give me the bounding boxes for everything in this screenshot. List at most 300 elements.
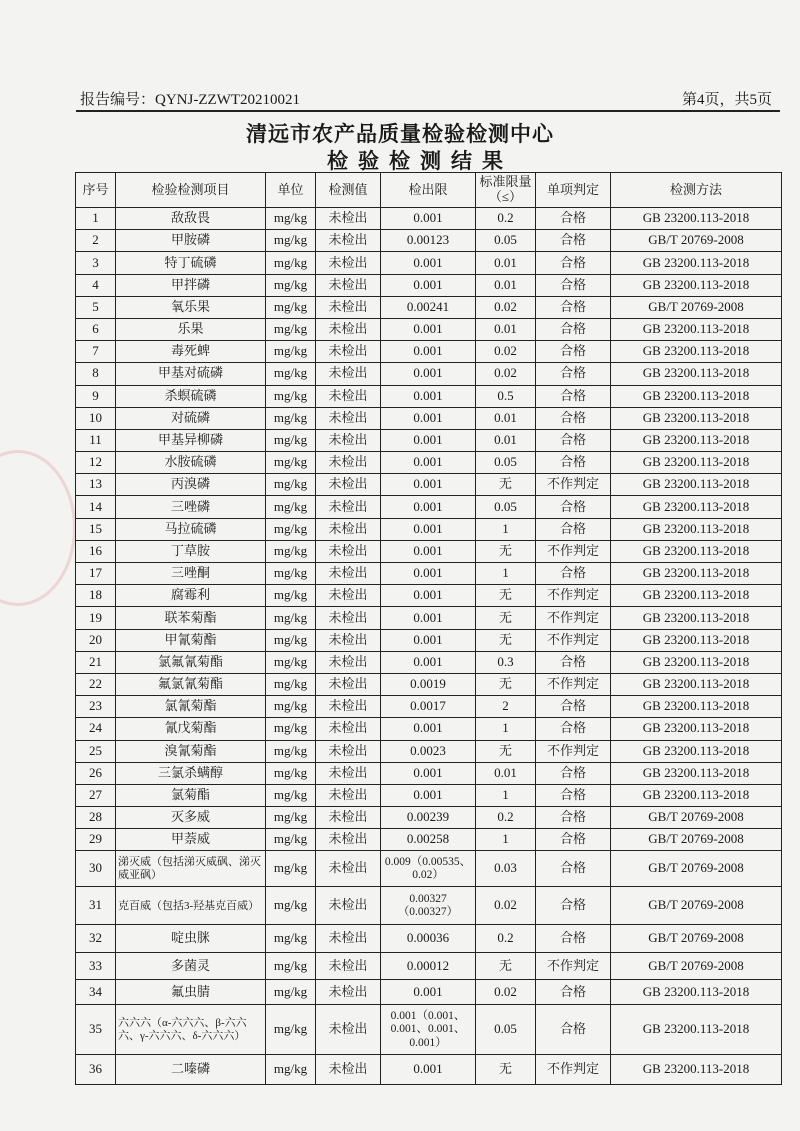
table-row: [76, 762, 782, 784]
judgement: 合格: [536, 452, 611, 474]
test-item: 丁草胺: [116, 540, 266, 562]
detection-limit: 0.001: [381, 540, 476, 562]
test-value: 未检出: [316, 296, 381, 318]
unit: mg/kg: [266, 718, 316, 740]
standard-limit: 0.01: [476, 762, 536, 784]
test-item: 克百威（包括3-羟基克百威）: [116, 887, 266, 925]
row-index: 9: [76, 385, 116, 407]
test-method: GB 23200.113-2018: [611, 980, 782, 1005]
table-header-row: [76, 173, 782, 208]
standard-limit: 0.02: [476, 363, 536, 385]
test-value: 未检出: [316, 784, 381, 806]
test-value: 未检出: [316, 696, 381, 718]
document-title: 检验检测结果: [327, 149, 513, 173]
table-row: [76, 807, 782, 829]
unit: mg/kg: [266, 1005, 316, 1055]
test-method: GB 23200.113-2018: [611, 718, 782, 740]
test-value: 未检出: [316, 452, 381, 474]
test-value: 未检出: [316, 718, 381, 740]
test-item: 氯氟氰菊酯: [116, 651, 266, 673]
test-method: GB 23200.113-2018: [611, 629, 782, 651]
test-item: 灭多威: [116, 807, 266, 829]
row-index: 35: [76, 1005, 116, 1055]
unit: mg/kg: [266, 980, 316, 1005]
table-row: [76, 1055, 782, 1085]
table-row: [76, 696, 782, 718]
standard-limit: 0.2: [476, 807, 536, 829]
standard-limit: 0.3: [476, 651, 536, 673]
table-row: [76, 452, 782, 474]
row-index: 2: [76, 230, 116, 252]
row-index: 13: [76, 474, 116, 496]
test-item: 氧乐果: [116, 296, 266, 318]
row-index: 25: [76, 740, 116, 762]
detection-limit: 0.001（0.001、0.001、0.001、0.001）: [381, 1005, 476, 1055]
detection-limit: 0.001: [381, 980, 476, 1005]
unit: mg/kg: [266, 585, 316, 607]
unit: mg/kg: [266, 784, 316, 806]
detection-limit: 0.001: [381, 563, 476, 585]
unit: mg/kg: [266, 274, 316, 296]
standard-limit: 0.01: [476, 274, 536, 296]
unit: mg/kg: [266, 607, 316, 629]
unit: mg/kg: [266, 407, 316, 429]
standard-limit: 无: [476, 540, 536, 562]
test-method: GB 23200.113-2018: [611, 607, 782, 629]
table-row: [76, 296, 782, 318]
row-index: 23: [76, 696, 116, 718]
table-row: [76, 925, 782, 953]
unit: mg/kg: [266, 341, 316, 363]
standard-limit: 0.02: [476, 980, 536, 1005]
standard-limit: 无: [476, 474, 536, 496]
test-value: 未检出: [316, 363, 381, 385]
row-index: 3: [76, 252, 116, 274]
row-index: 31: [76, 887, 116, 925]
test-item: 氯氰菊酯: [116, 696, 266, 718]
row-index: 27: [76, 784, 116, 806]
test-value: 未检出: [316, 980, 381, 1005]
test-item: 甲拌磷: [116, 274, 266, 296]
test-method: GB/T 20769-2008: [611, 925, 782, 953]
test-method: GB 23200.113-2018: [611, 673, 782, 695]
test-item: 对硫磷: [116, 407, 266, 429]
standard-limit: 0.01: [476, 407, 536, 429]
table-row: [76, 563, 782, 585]
standard-limit: 0.05: [476, 496, 536, 518]
test-item: 氰戊菊酯: [116, 718, 266, 740]
test-method: GB 23200.113-2018: [611, 585, 782, 607]
standard-limit: 0.2: [476, 925, 536, 953]
row-index: 18: [76, 585, 116, 607]
test-item: 丙溴磷: [116, 474, 266, 496]
detection-limit: 0.001: [381, 318, 476, 340]
row-index: 6: [76, 318, 116, 340]
unit: mg/kg: [266, 887, 316, 925]
test-item: 甲萘威: [116, 829, 266, 851]
test-method: GB/T 20769-2008: [611, 296, 782, 318]
test-method: GB/T 20769-2008: [611, 851, 782, 887]
test-value: 未检出: [316, 585, 381, 607]
standard-limit: 无: [476, 629, 536, 651]
table-row: [76, 607, 782, 629]
col-header-index: 序号: [76, 173, 116, 208]
test-value: 未检出: [316, 518, 381, 540]
judgement: 合格: [536, 980, 611, 1005]
row-index: 29: [76, 829, 116, 851]
unit: mg/kg: [266, 563, 316, 585]
judgement: 不作判定: [536, 629, 611, 651]
table-row: [76, 341, 782, 363]
test-value: 未检出: [316, 429, 381, 451]
test-method: GB/T 20769-2008: [611, 807, 782, 829]
row-index: 26: [76, 762, 116, 784]
detection-limit: 0.001: [381, 629, 476, 651]
detection-limit: 0.001: [381, 341, 476, 363]
test-item: 马拉硫磷: [116, 518, 266, 540]
unit: mg/kg: [266, 762, 316, 784]
standard-limit: 0.2: [476, 208, 536, 230]
test-item: 啶虫脒: [116, 925, 266, 953]
test-method: GB 23200.113-2018: [611, 208, 782, 230]
row-index: 10: [76, 407, 116, 429]
test-item: 甲基异柳磷: [116, 429, 266, 451]
standard-limit: 无: [476, 953, 536, 980]
test-item: 水胺硫磷: [116, 452, 266, 474]
test-method: GB 23200.113-2018: [611, 407, 782, 429]
unit: mg/kg: [266, 252, 316, 274]
detection-limit: 0.001: [381, 474, 476, 496]
test-method: GB/T 20769-2008: [611, 829, 782, 851]
unit: mg/kg: [266, 925, 316, 953]
unit: mg/kg: [266, 1055, 316, 1085]
test-value: 未检出: [316, 925, 381, 953]
detection-limit: 0.0023: [381, 740, 476, 762]
detection-limit: 0.001: [381, 208, 476, 230]
detection-limit: 0.0019: [381, 673, 476, 695]
judgement: 合格: [536, 762, 611, 784]
detection-limit: 0.001: [381, 385, 476, 407]
report-number: 报告编号：QYNJ-ZZWT20210021: [80, 92, 300, 108]
table-row: [76, 851, 782, 887]
standard-limit: 1: [476, 718, 536, 740]
test-value: 未检出: [316, 385, 381, 407]
test-method: GB 23200.113-2018: [611, 518, 782, 540]
table-row: [76, 252, 782, 274]
test-value: 未检出: [316, 496, 381, 518]
row-index: 11: [76, 429, 116, 451]
judgement: 不作判定: [536, 474, 611, 496]
standard-limit: 2: [476, 696, 536, 718]
standard-limit: 1: [476, 784, 536, 806]
judgement: 合格: [536, 807, 611, 829]
judgement: 合格: [536, 407, 611, 429]
test-value: 未检出: [316, 208, 381, 230]
test-item: 杀螟硫磷: [116, 385, 266, 407]
unit: mg/kg: [266, 474, 316, 496]
judgement: 合格: [536, 887, 611, 925]
col-header-judgement: 单项判定: [536, 173, 611, 208]
test-method: GB 23200.113-2018: [611, 1005, 782, 1055]
table-row: [76, 784, 782, 806]
test-value: 未检出: [316, 740, 381, 762]
unit: mg/kg: [266, 953, 316, 980]
standard-limit: 0.02: [476, 296, 536, 318]
standard-limit: 0.01: [476, 429, 536, 451]
judgement: 合格: [536, 784, 611, 806]
standard-limit: 0.05: [476, 230, 536, 252]
row-index: 15: [76, 518, 116, 540]
standard-limit: 无: [476, 585, 536, 607]
table-row: [76, 407, 782, 429]
unit: mg/kg: [266, 385, 316, 407]
standard-limit: 0.01: [476, 252, 536, 274]
test-item: 乐果: [116, 318, 266, 340]
detection-limit: 0.001: [381, 1055, 476, 1085]
table-row: [76, 274, 782, 296]
test-item: 氟虫腈: [116, 980, 266, 1005]
test-item: 甲氰菊酯: [116, 629, 266, 651]
test-item: 三唑酮: [116, 563, 266, 585]
test-value: 未检出: [316, 887, 381, 925]
row-index: 7: [76, 341, 116, 363]
test-item: 涕灭威（包括涕灭威砜、涕灭威亚砜）: [116, 851, 266, 887]
test-item: 氟氯氰菊酯: [116, 673, 266, 695]
red-seal-stamp: [0, 450, 76, 606]
test-value: 未检出: [316, 252, 381, 274]
judgement: 不作判定: [536, 953, 611, 980]
judgement: 不作判定: [536, 540, 611, 562]
test-item: 氯菊酯: [116, 784, 266, 806]
detection-limit: 0.00012: [381, 953, 476, 980]
table-row: [76, 318, 782, 340]
test-value: 未检出: [316, 829, 381, 851]
standard-limit: 1: [476, 518, 536, 540]
row-index: 20: [76, 629, 116, 651]
judgement: 不作判定: [536, 1055, 611, 1085]
detection-limit: 0.001: [381, 607, 476, 629]
standard-limit: 0.01: [476, 318, 536, 340]
test-item: 甲基对硫磷: [116, 363, 266, 385]
standard-limit: 0.05: [476, 1005, 536, 1055]
detection-limit: 0.001: [381, 252, 476, 274]
table-row: [76, 518, 782, 540]
row-index: 16: [76, 540, 116, 562]
table-row: [76, 429, 782, 451]
judgement: 不作判定: [536, 585, 611, 607]
unit: mg/kg: [266, 318, 316, 340]
judgement: 不作判定: [536, 740, 611, 762]
standard-limit: 0.02: [476, 887, 536, 925]
judgement: 不作判定: [536, 673, 611, 695]
unit: mg/kg: [266, 851, 316, 887]
detection-limit: 0.00327（0.00327）: [381, 887, 476, 925]
standard-limit: 1: [476, 563, 536, 585]
table-row: [76, 385, 782, 407]
test-method: GB 23200.113-2018: [611, 252, 782, 274]
test-method: GB 23200.113-2018: [611, 696, 782, 718]
test-value: 未检出: [316, 807, 381, 829]
row-index: 14: [76, 496, 116, 518]
row-index: 32: [76, 925, 116, 953]
standard-limit: 1: [476, 829, 536, 851]
test-value: 未检出: [316, 953, 381, 980]
standard-limit: 无: [476, 673, 536, 695]
header-divider: [76, 110, 780, 112]
judgement: 合格: [536, 385, 611, 407]
test-value: 未检出: [316, 341, 381, 363]
test-item: 六六六（α-六六六、β-六六六、γ-六六六、δ-六六六）: [116, 1005, 266, 1055]
test-method: GB 23200.113-2018: [611, 385, 782, 407]
test-method: GB 23200.113-2018: [611, 452, 782, 474]
detection-limit: 0.00239: [381, 807, 476, 829]
table-row: [76, 629, 782, 651]
test-method: GB 23200.113-2018: [611, 318, 782, 340]
results-table: [75, 172, 782, 1085]
judgement: 合格: [536, 696, 611, 718]
col-header-standard-limit: 标准限量（≤）: [476, 173, 536, 208]
test-method: GB 23200.113-2018: [611, 363, 782, 385]
detection-limit: 0.00258: [381, 829, 476, 851]
detection-limit: 0.001: [381, 274, 476, 296]
detection-limit: 0.001: [381, 363, 476, 385]
test-method: GB 23200.113-2018: [611, 1055, 782, 1085]
unit: mg/kg: [266, 651, 316, 673]
row-index: 8: [76, 363, 116, 385]
judgement: 不作判定: [536, 607, 611, 629]
test-method: GB 23200.113-2018: [611, 429, 782, 451]
organization-title: 清远市农产品质量检验检测中心: [246, 122, 554, 146]
table-row: [76, 673, 782, 695]
table-row: [76, 540, 782, 562]
judgement: 合格: [536, 296, 611, 318]
row-index: 1: [76, 208, 116, 230]
standard-limit: 0.03: [476, 851, 536, 887]
judgement: 合格: [536, 518, 611, 540]
test-value: 未检出: [316, 274, 381, 296]
test-item: 三唑磷: [116, 496, 266, 518]
test-item: 腐霉利: [116, 585, 266, 607]
judgement: 合格: [536, 718, 611, 740]
test-method: GB 23200.113-2018: [611, 341, 782, 363]
row-index: 21: [76, 651, 116, 673]
test-item: 毒死蜱: [116, 341, 266, 363]
test-value: 未检出: [316, 607, 381, 629]
detection-limit: 0.00036: [381, 925, 476, 953]
table-row: [76, 496, 782, 518]
table-row: [76, 585, 782, 607]
test-value: 未检出: [316, 1055, 381, 1085]
test-method: GB 23200.113-2018: [611, 762, 782, 784]
test-method: GB/T 20769-2008: [611, 953, 782, 980]
test-value: 未检出: [316, 474, 381, 496]
standard-limit: 0.02: [476, 341, 536, 363]
col-header-method: 检测方法: [611, 173, 782, 208]
test-value: 未检出: [316, 540, 381, 562]
detection-limit: 0.001: [381, 496, 476, 518]
judgement: 合格: [536, 925, 611, 953]
judgement: 合格: [536, 563, 611, 585]
test-item: 联苯菊酯: [116, 607, 266, 629]
unit: mg/kg: [266, 540, 316, 562]
col-header-detection-limit: 检出限: [381, 173, 476, 208]
standard-limit: 0.5: [476, 385, 536, 407]
judgement: 合格: [536, 496, 611, 518]
test-method: GB 23200.113-2018: [611, 740, 782, 762]
unit: mg/kg: [266, 740, 316, 762]
judgement: 合格: [536, 363, 611, 385]
page-info: 第4页，共5页: [681, 92, 772, 108]
judgement: 合格: [536, 208, 611, 230]
test-method: GB 23200.113-2018: [611, 474, 782, 496]
test-item: 溴氰菊酯: [116, 740, 266, 762]
test-method: GB/T 20769-2008: [611, 230, 782, 252]
table-row: [76, 651, 782, 673]
judgement: 合格: [536, 429, 611, 451]
judgement: 合格: [536, 1005, 611, 1055]
col-header-item: 检验检测项目: [116, 173, 266, 208]
test-value: 未检出: [316, 563, 381, 585]
unit: mg/kg: [266, 829, 316, 851]
detection-limit: 0.001: [381, 452, 476, 474]
row-index: 36: [76, 1055, 116, 1085]
detection-limit: 0.00241: [381, 296, 476, 318]
col-header-unit: 单位: [266, 173, 316, 208]
test-item: 多菌灵: [116, 953, 266, 980]
unit: mg/kg: [266, 629, 316, 651]
table-row: [76, 718, 782, 740]
judgement: 合格: [536, 341, 611, 363]
test-item: 敌敌畏: [116, 208, 266, 230]
table-row: [76, 363, 782, 385]
table-row: [76, 208, 782, 230]
test-value: 未检出: [316, 1005, 381, 1055]
test-value: 未检出: [316, 230, 381, 252]
test-method: GB 23200.113-2018: [611, 274, 782, 296]
row-index: 12: [76, 452, 116, 474]
row-index: 33: [76, 953, 116, 980]
detection-limit: 0.009（0.00535、0.02）: [381, 851, 476, 887]
detection-limit: 0.0017: [381, 696, 476, 718]
test-value: 未检出: [316, 407, 381, 429]
detection-limit: 0.001: [381, 718, 476, 740]
test-value: 未检出: [316, 629, 381, 651]
test-value: 未检出: [316, 851, 381, 887]
judgement: 合格: [536, 651, 611, 673]
detection-limit: 0.001: [381, 784, 476, 806]
judgement: 合格: [536, 318, 611, 340]
table-row: [76, 980, 782, 1005]
detection-limit: 0.001: [381, 651, 476, 673]
test-method: GB 23200.113-2018: [611, 784, 782, 806]
test-item: 甲胺磷: [116, 230, 266, 252]
table-row: [76, 740, 782, 762]
table-row: [76, 887, 782, 925]
test-method: GB/T 20769-2008: [611, 887, 782, 925]
table-row: [76, 953, 782, 980]
test-value: 未检出: [316, 318, 381, 340]
judgement: 合格: [536, 230, 611, 252]
detection-limit: 0.001: [381, 585, 476, 607]
test-method: GB 23200.113-2018: [611, 540, 782, 562]
row-index: 34: [76, 980, 116, 1005]
table-row: [76, 829, 782, 851]
detection-limit: 0.001: [381, 429, 476, 451]
unit: mg/kg: [266, 429, 316, 451]
judgement: 合格: [536, 252, 611, 274]
unit: mg/kg: [266, 696, 316, 718]
standard-limit: 无: [476, 740, 536, 762]
